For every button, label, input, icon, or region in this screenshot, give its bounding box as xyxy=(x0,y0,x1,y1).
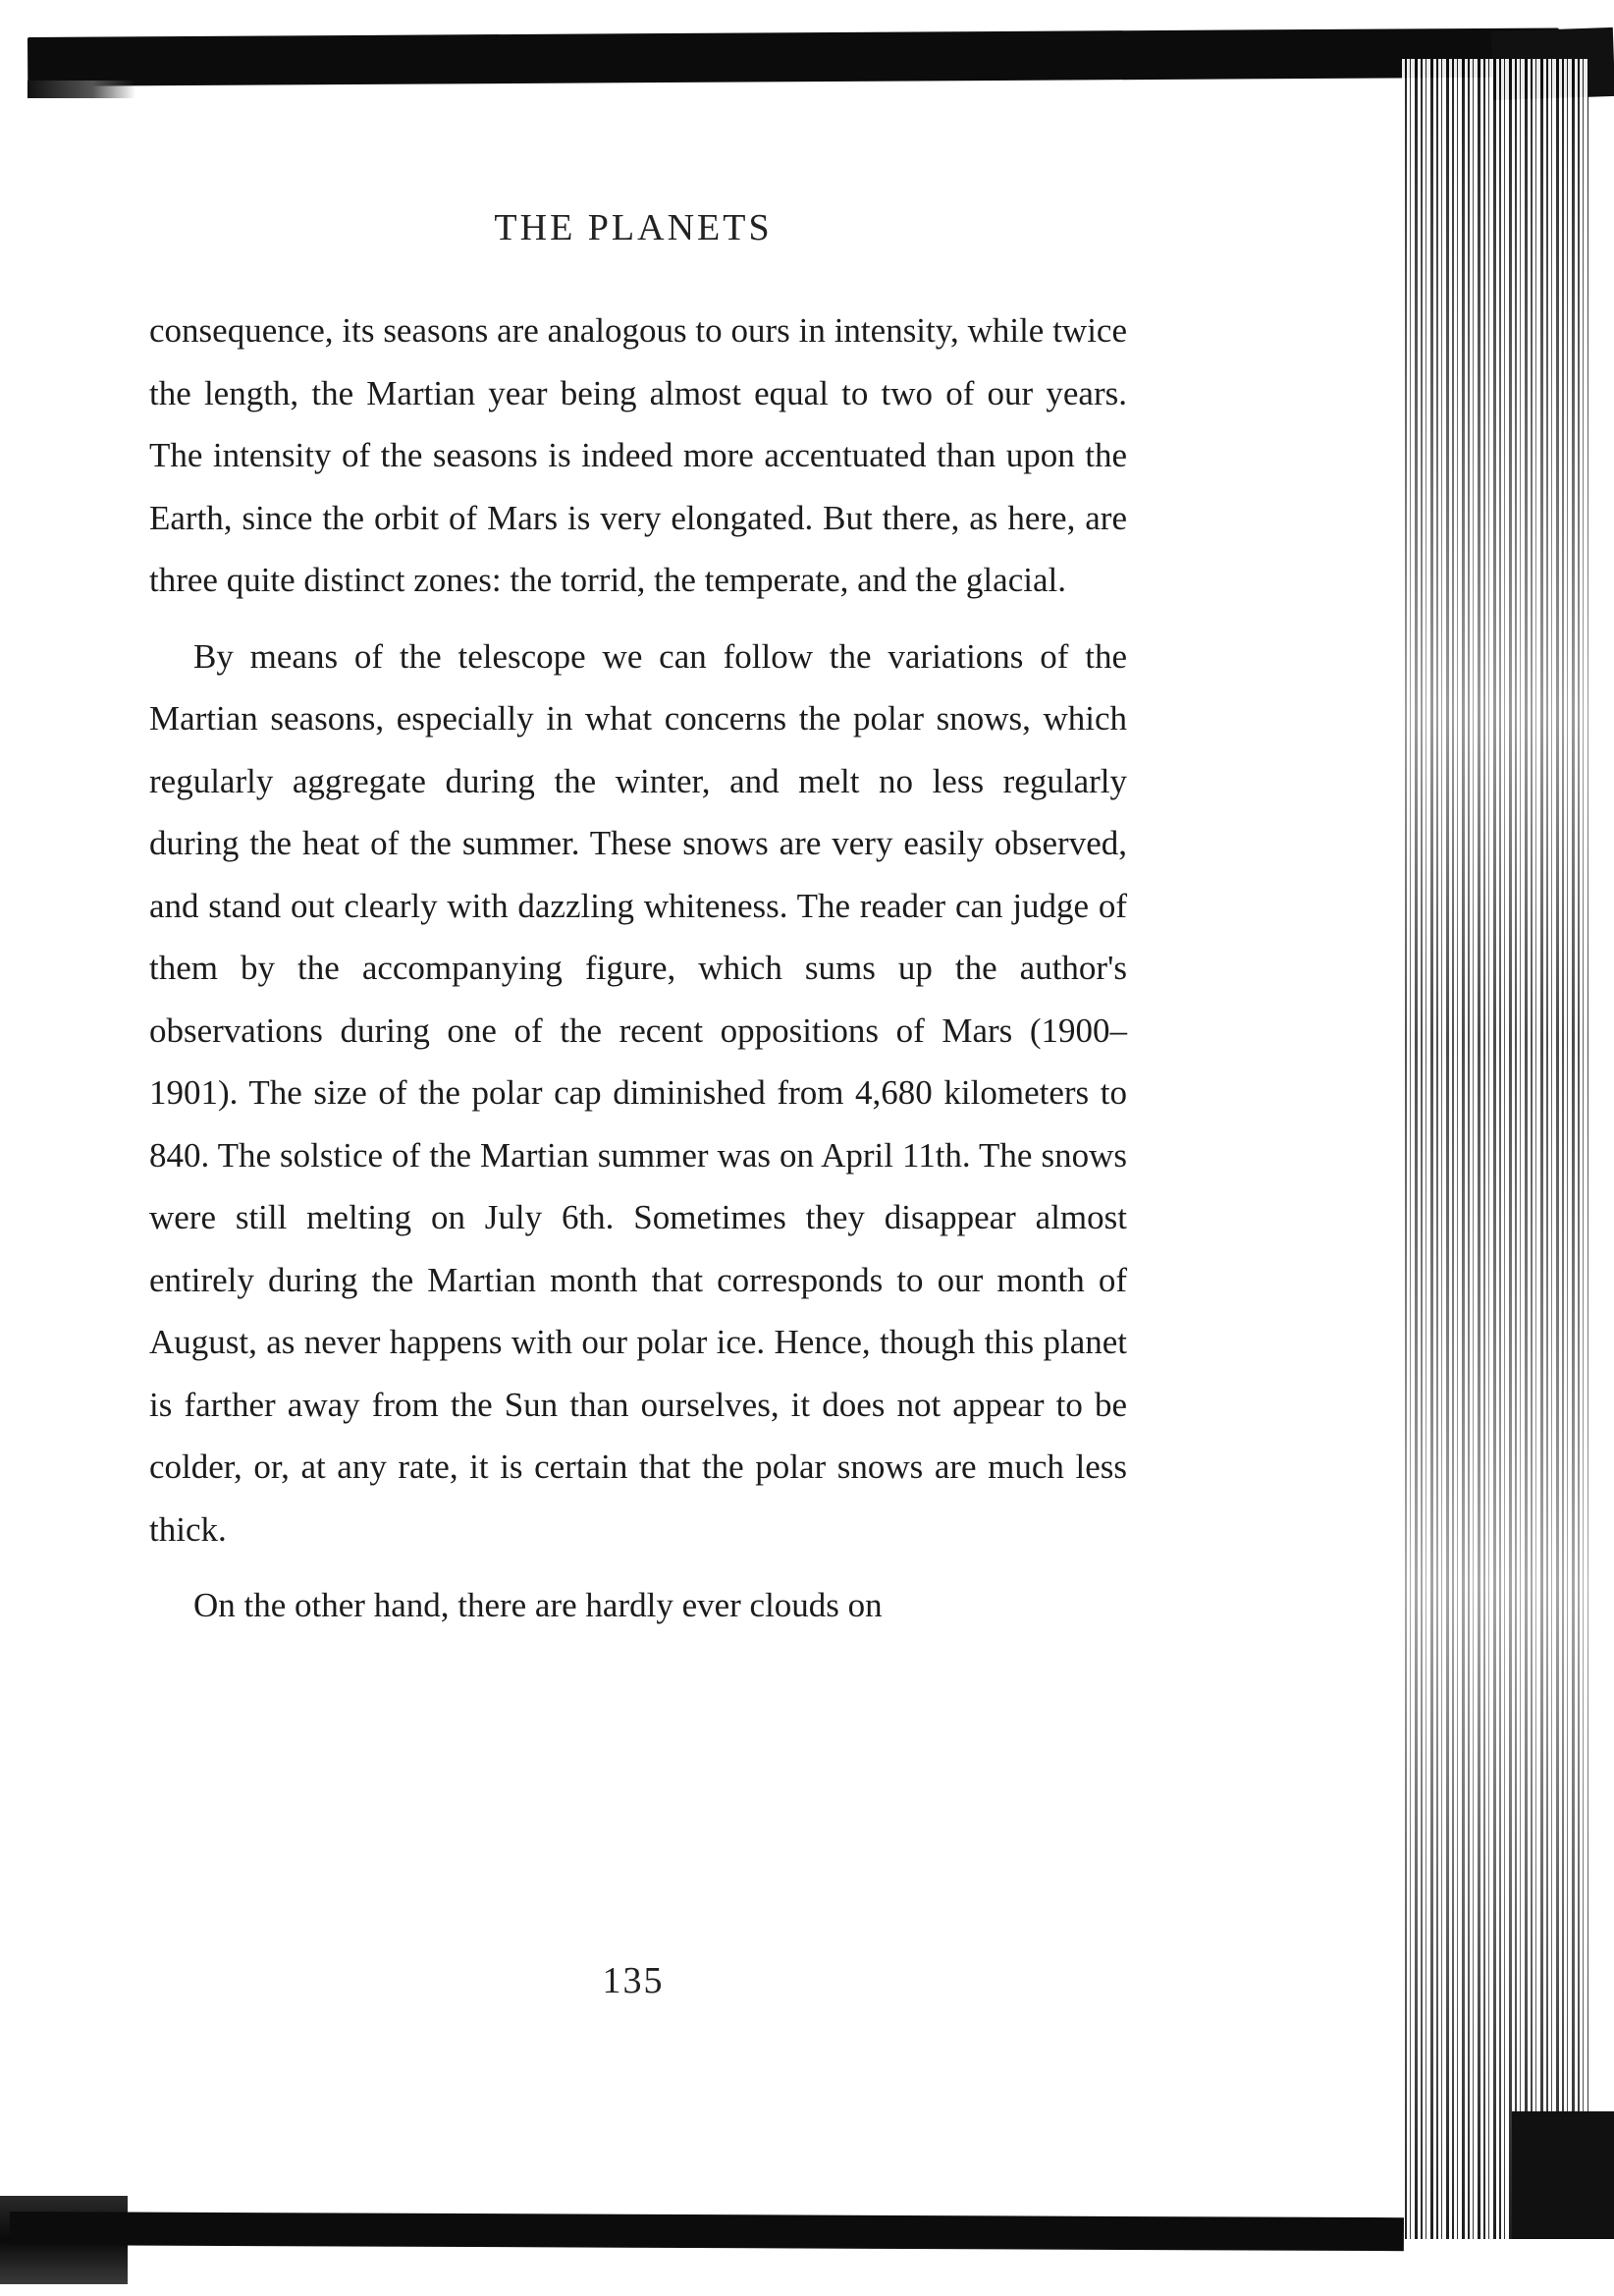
scan-border-top xyxy=(27,27,1559,86)
scan-corner-bottom-right xyxy=(1512,2111,1614,2239)
scan-border-top-fade xyxy=(27,81,135,98)
paragraph: By means of the telescope we can follow the variations of the Martian seasons, especially in what concerns the polar snows, which regularly aggregate during the winter, and melt no less regularly during the heat of the summer. These snows are very easily observed, and stand out clearly with dazzling whiteness. The reader can judge of them by the accompanying figure, which sums up the author's observations during one of the recent oppositions of Mars (1900–1901). The size of the polar cap diminished from 4,680 kilometers to 840. The solstice of the Martian summer was on April 11th. The snows were still melting on July 6th. Sometimes they disappear almost entirely during the Martian month that corresponds to our month of August, as never happens with our polar ice. Hence, though this planet is farther away from the Sun than ourselves, it does not appear to be colder, or, at any rate, it is certain that the polar snows are much less thick. xyxy=(149,636,1127,1549)
paragraph: On the other hand, there are hardly ever clouds on xyxy=(193,1586,883,1624)
scan-border-bottom xyxy=(10,2212,1404,2251)
body-text xyxy=(149,300,1127,1637)
page-number: 135 xyxy=(602,1960,665,2001)
book-page-edges-shading xyxy=(1402,59,1588,2239)
paragraph: consequence, its seasons are analogous to ours in intensity, while twice the length, the Martian year being almost equal to two of our years. The intensity of the seasons is indeed more accentuated than upon the Earth, since the orbit of Mars is very elongated. But there, as here, are three quite distinct zones: the torrid, the temperate, and the glacial. xyxy=(149,311,1127,599)
running-header: THE PLANETS xyxy=(494,207,773,248)
